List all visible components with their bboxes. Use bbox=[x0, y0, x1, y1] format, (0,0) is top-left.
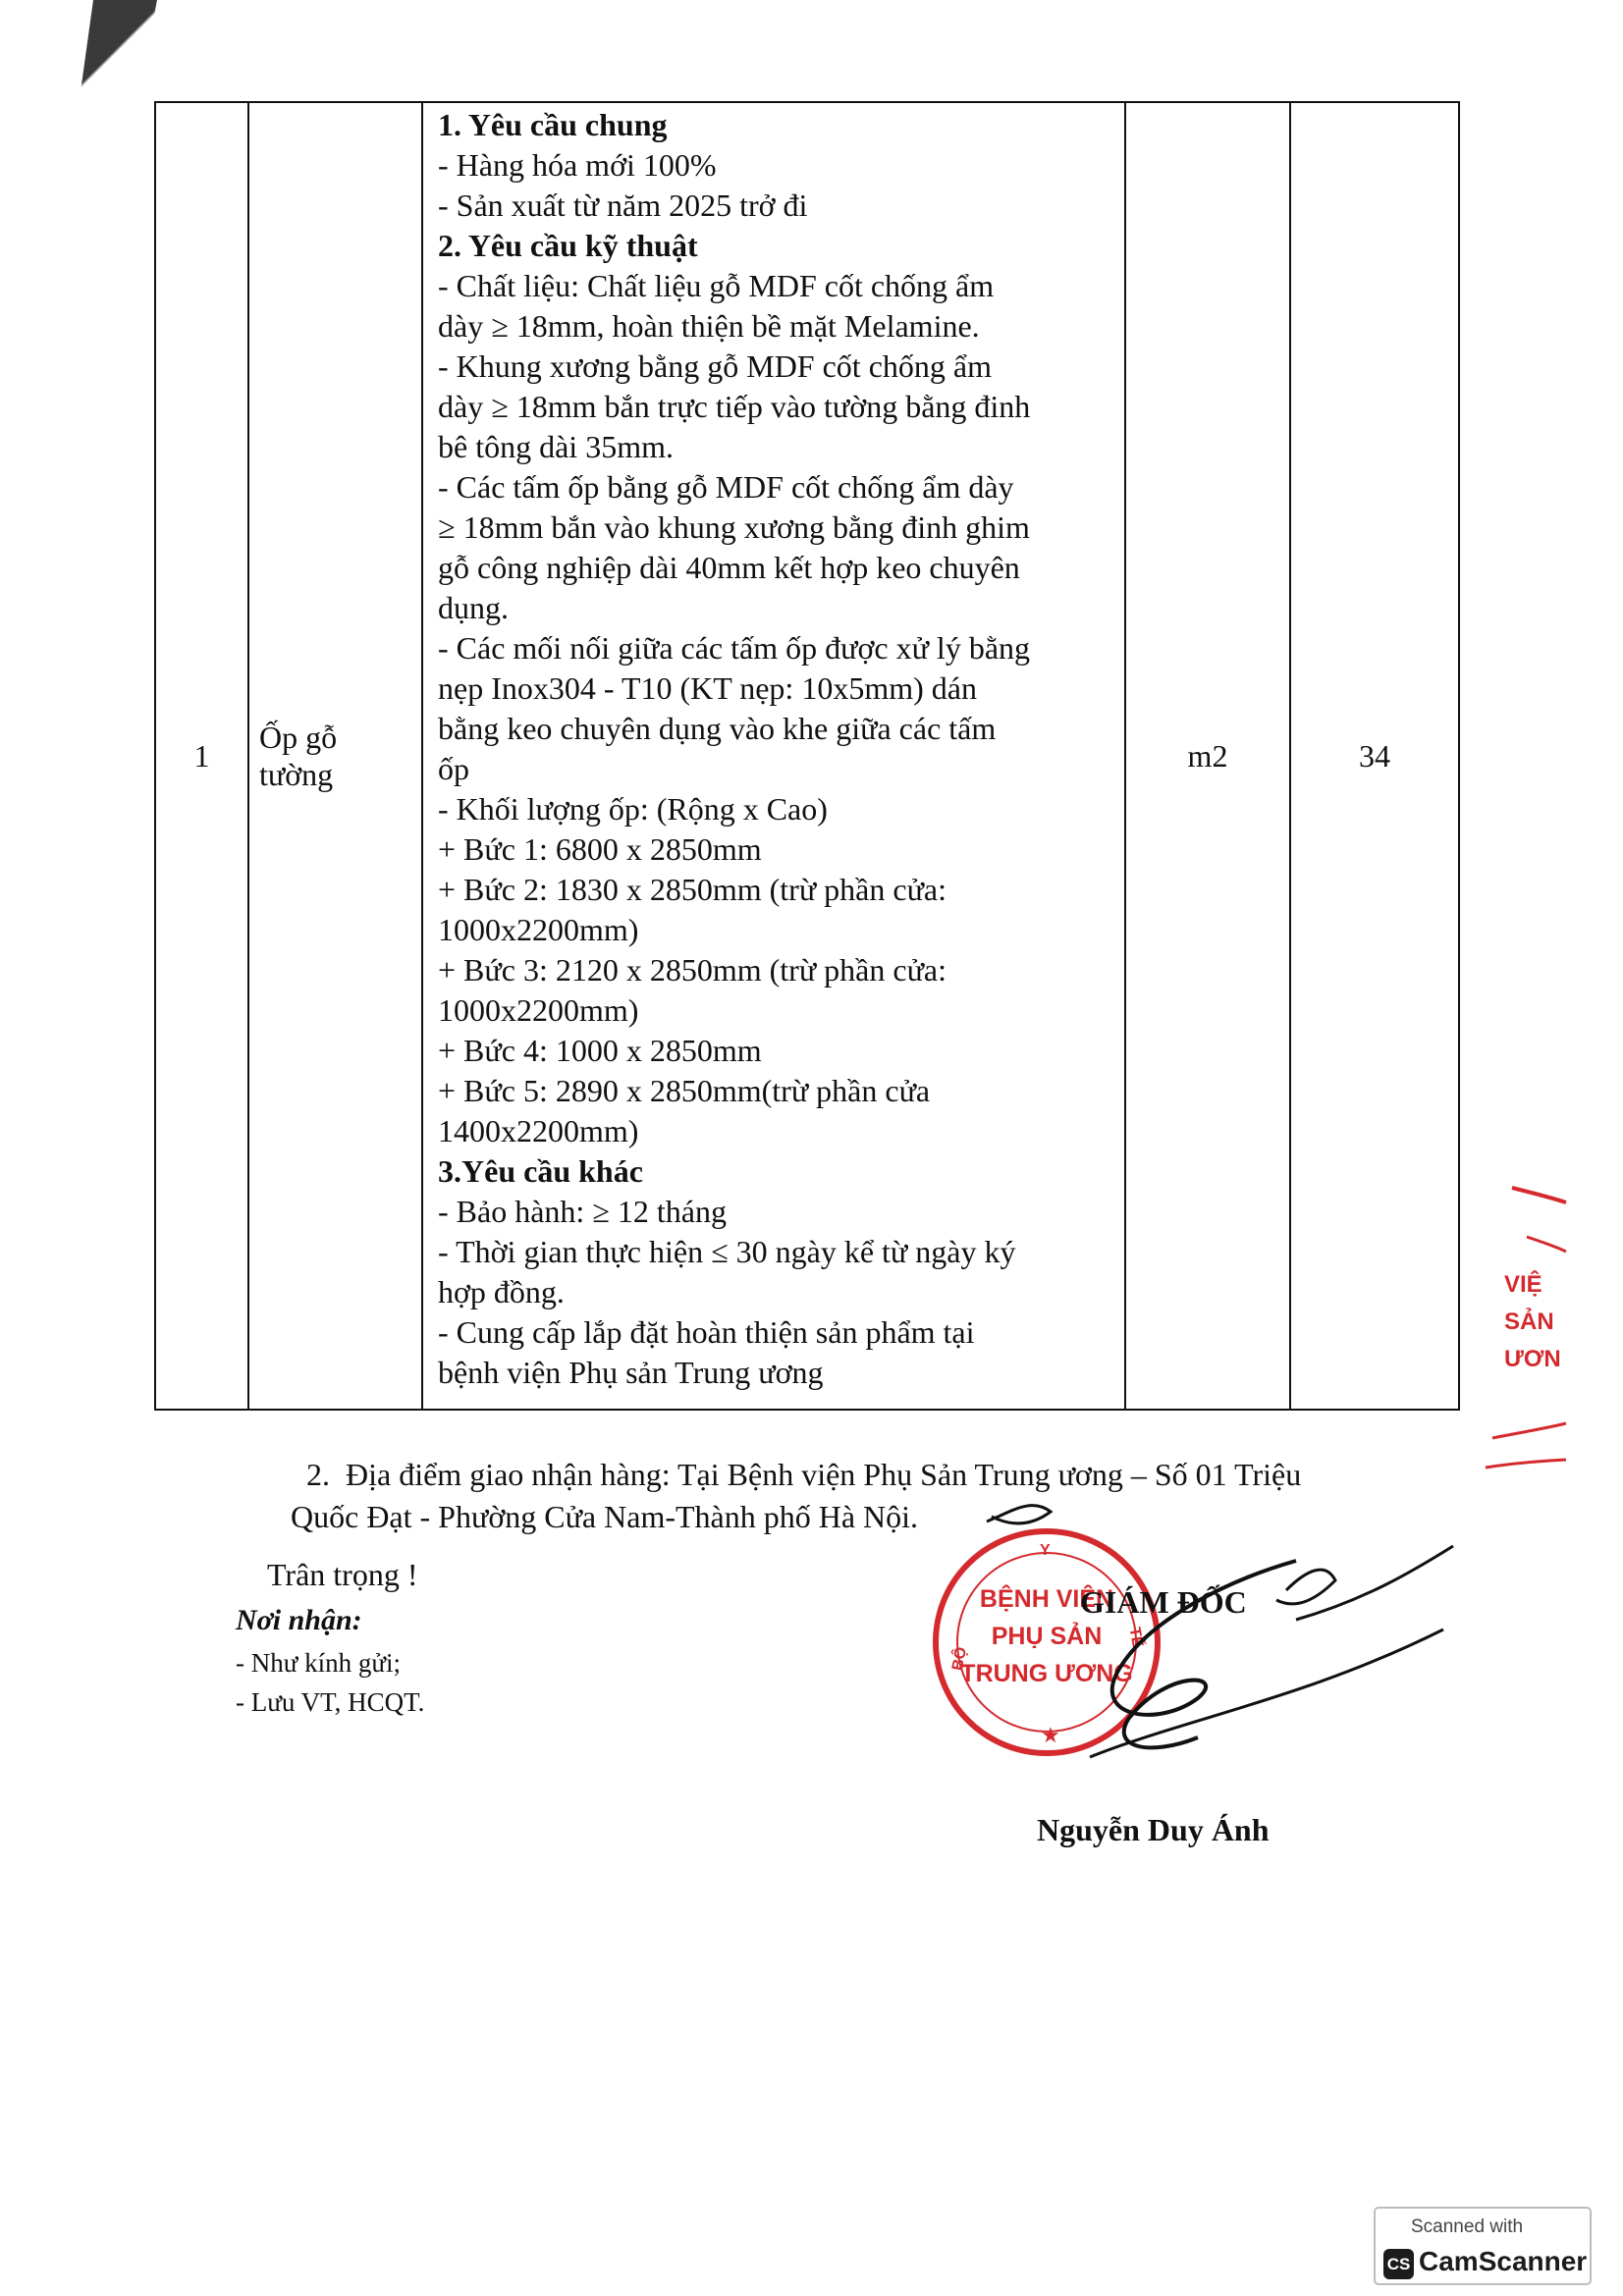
signature-scribble bbox=[972, 1502, 1463, 1787]
description-line: - Cung cấp lắp đặt hoàn thiện sản phẩm tại bbox=[438, 1314, 975, 1350]
scanner-badge bbox=[1374, 2207, 1592, 2285]
stamp-left-letter: BỘ bbox=[949, 1645, 970, 1673]
closing-text: Trân trọng ! bbox=[267, 1557, 418, 1592]
description-line: dày ≥ 18mm, hoàn thiện bề mặt Melamine. bbox=[438, 308, 980, 344]
recipient-item: - Lưu VT, HCQT. bbox=[236, 1687, 425, 1717]
row-number: 1 bbox=[155, 102, 248, 1410]
description-line: - Thời gian thực hiện ≤ 30 ngày kể từ ngày ký bbox=[438, 1234, 1016, 1269]
description-line: gỗ công nghiệp dài 40mm kết hợp keo chuyên bbox=[438, 550, 1020, 585]
description-line: - Sản xuất từ năm 2025 trở đi bbox=[438, 187, 808, 223]
camscanner-logo-icon: CS bbox=[1383, 2249, 1414, 2279]
requirements-table bbox=[154, 101, 1460, 1411]
badge-caption: Scanned with bbox=[1411, 2216, 1524, 2237]
description-line: + Bức 2: 1830 x 2850mm (trừ phần cửa: bbox=[438, 872, 947, 907]
signer-name: Nguyễn Duy Ánh bbox=[1037, 1812, 1270, 1847]
description-line: - Các tấm ốp bằng gỗ MDF cốt chống ẩm dày bbox=[438, 469, 1014, 505]
stamp-top-letter: Y bbox=[1040, 1542, 1051, 1559]
description-line: + Bức 4: 1000 x 2850mm bbox=[438, 1033, 762, 1068]
edge-stamp-arcs bbox=[1478, 1183, 1576, 1477]
description-line: + Bức 1: 6800 x 2850mm bbox=[438, 831, 762, 867]
stamp-right-letter: TẾ bbox=[1125, 1626, 1146, 1649]
description-line: ốp bbox=[438, 751, 469, 786]
description-line: - Chất liệu: Chất liệu gỗ MDF cốt chống ẩm bbox=[438, 268, 995, 303]
description-line: - Hàng hóa mới 100% bbox=[438, 147, 717, 183]
scan-shadow bbox=[0, 0, 157, 255]
description-line: + Bức 3: 2120 x 2850mm (trừ phần cửa: bbox=[438, 952, 947, 988]
recipient-item: - Như kính gửi; bbox=[236, 1648, 402, 1678]
description-line: hợp đồng. bbox=[438, 1274, 565, 1309]
delivery-line-1: Địa điểm giao nhận hàng: Tại Bệnh viện Phụ Sản Trung ương – Số 01 Triệu bbox=[346, 1457, 1302, 1492]
description-line: bệnh viện Phụ sản Trung ương bbox=[438, 1355, 824, 1390]
badge-brand: CamScanner bbox=[1419, 2246, 1588, 2276]
description-line: 1000x2200mm) bbox=[438, 992, 639, 1028]
description-line: dày ≥ 18mm bắn trực tiếp vào tường bằng đinh bbox=[438, 389, 1031, 424]
description-line: bê tông dài 35mm. bbox=[438, 429, 674, 464]
table-row bbox=[155, 102, 1459, 1410]
signature-position: GIÁM ĐỐC bbox=[1080, 1584, 1247, 1620]
item-unit: m2 bbox=[1125, 102, 1290, 1410]
stamp-line: TRUNG ƯƠNG bbox=[960, 1660, 1133, 1687]
item-quantity: 34 bbox=[1290, 102, 1459, 1410]
edge-stamp-line: SẢN bbox=[1504, 1308, 1554, 1335]
item-name bbox=[248, 102, 422, 1410]
item-name-line: Ốp gỗ bbox=[259, 719, 338, 755]
stamp-line: PHỤ SẢN bbox=[991, 1623, 1103, 1650]
description-line: - Khối lượng ốp: (Rộng x Cao) bbox=[438, 791, 828, 827]
stamp-star-icon: ★ bbox=[1041, 1723, 1060, 1747]
edge-stamp-line: VIỆ bbox=[1504, 1271, 1542, 1298]
description-line: 1000x2200mm) bbox=[438, 912, 639, 947]
description-line: - Các mối nối giữa các tấm ốp được xử lý bằng bbox=[438, 630, 1031, 666]
description-line: 3.Yêu cầu khác bbox=[438, 1153, 643, 1189]
description-line: 1400x2200mm) bbox=[438, 1113, 639, 1148]
description-line: ≥ 18mm bắn vào khung xương bằng đinh ghim bbox=[438, 509, 1030, 545]
delivery-line-2: Quốc Đạt - Phường Cửa Nam-Thành phố Hà Nội. bbox=[291, 1499, 919, 1534]
description-line: dụng. bbox=[438, 590, 509, 625]
item-name-line: tường bbox=[259, 757, 334, 792]
description-line: bằng keo chuyên dụng vào khe giữa các tấm bbox=[438, 711, 997, 746]
description-line: - Khung xương bằng gỗ MDF cốt chống ẩm bbox=[438, 348, 992, 384]
stamp-line: BỆNH VIỆN bbox=[979, 1585, 1114, 1613]
edge-stamp-line: ƯƠN bbox=[1504, 1346, 1561, 1372]
description-line: + Bức 5: 2890 x 2850mm(trừ phần cửa bbox=[438, 1073, 931, 1108]
description-line: - Bảo hành: ≥ 12 tháng bbox=[438, 1194, 727, 1229]
recipients-title: Nơi nhận: bbox=[236, 1604, 362, 1636]
item-description bbox=[422, 102, 1125, 1410]
description-line: nẹp Inox304 - T10 (KT nẹp: 10x5mm) dán bbox=[438, 670, 977, 706]
delivery-number: 2. bbox=[306, 1457, 330, 1492]
description-line: 1. Yêu cầu chung bbox=[438, 107, 668, 142]
description-line: 2. Yêu cầu kỹ thuật bbox=[438, 228, 698, 263]
